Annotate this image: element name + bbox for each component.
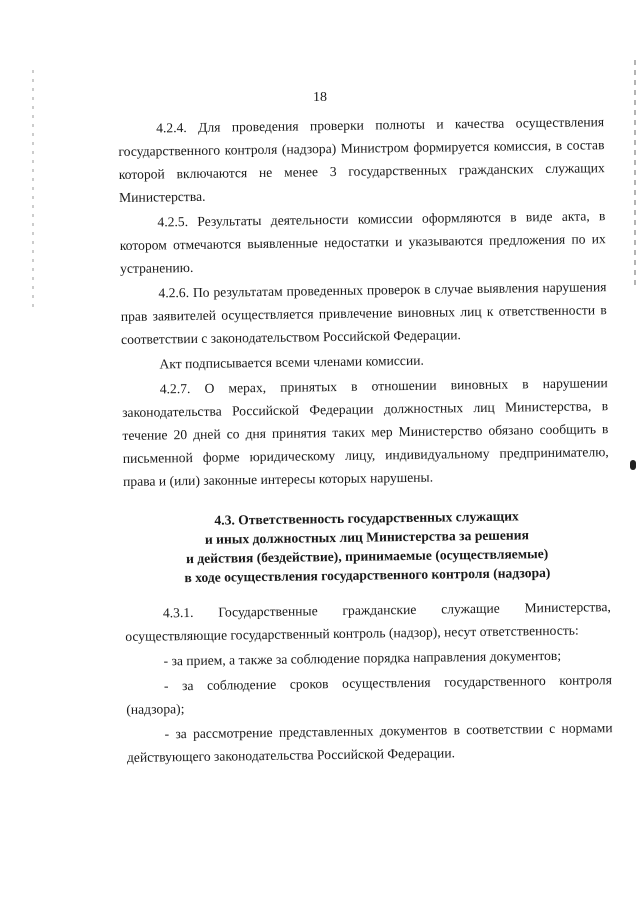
heading-line: в ходе осуществления государственного контроля (надзора)	[184, 565, 551, 586]
heading-line: и иных должностных лиц Министерства за решения	[204, 527, 529, 547]
heading-line: 4.3. Ответственность государственных служащих	[214, 508, 519, 528]
section-heading-4-3	[124, 505, 611, 588]
paragraph-4-2-7: 4.2.7. О мерах, принятых в отношении виновных в нарушении законодательства Российской Федерации должностных лиц Министерства, в течение 20 дней со дня принятия таких мер Министерство обязано сообщить в письменной форме юридическому лицу, индивидуальному предпринимателю, права и (или) законные интересы которых нарушены.	[122, 375, 609, 489]
paragraph-4-2-6: 4.2.6. По результатам проведенных проверок в случае выявления нарушения прав заявителей осуществляется привлечение виновных лиц к ответственности в соответствии с законодательством Российской Федерации.	[120, 279, 607, 347]
page-number: 18	[313, 90, 327, 105]
scan-artifact	[630, 460, 636, 470]
list-item: - за рассмотрение представленных документов в соответствии с нормами действующего законодательства Российской Федерации.	[126, 720, 613, 765]
paragraph-4-2-4: 4.2.4. Для проведения проверки полноты и качества осуществления государственного контроля (надзора) Министром формируется комиссия, в состав которой включаются не менее 3 государственных гражданских служащих Министерства.	[118, 114, 605, 205]
list-item: - за прием, а также за соблюдение порядка направления документов;	[163, 647, 562, 669]
paragraph-act-signed: Акт подписывается всеми членами комиссии.	[159, 352, 424, 372]
document-body	[118, 110, 613, 769]
paragraph-4-2-5: 4.2.5. Результаты деятельности комиссии оформляются в виде акта, в котором отмечаются выявленные недостатки и указываются предложения по их устранению.	[119, 208, 606, 276]
heading-line: и действия (бездействие), принимаемые (осуществляемые)	[185, 546, 549, 567]
scan-edge-left	[32, 70, 34, 310]
paragraph-4-3-1: 4.3.1. Государственные гражданские служащие Министерства, осуществляющие государственный контроль (надзор), несут ответственность:	[125, 599, 611, 644]
list-item: - за соблюдение сроков осуществления государственного контроля (надзора);	[126, 672, 613, 717]
